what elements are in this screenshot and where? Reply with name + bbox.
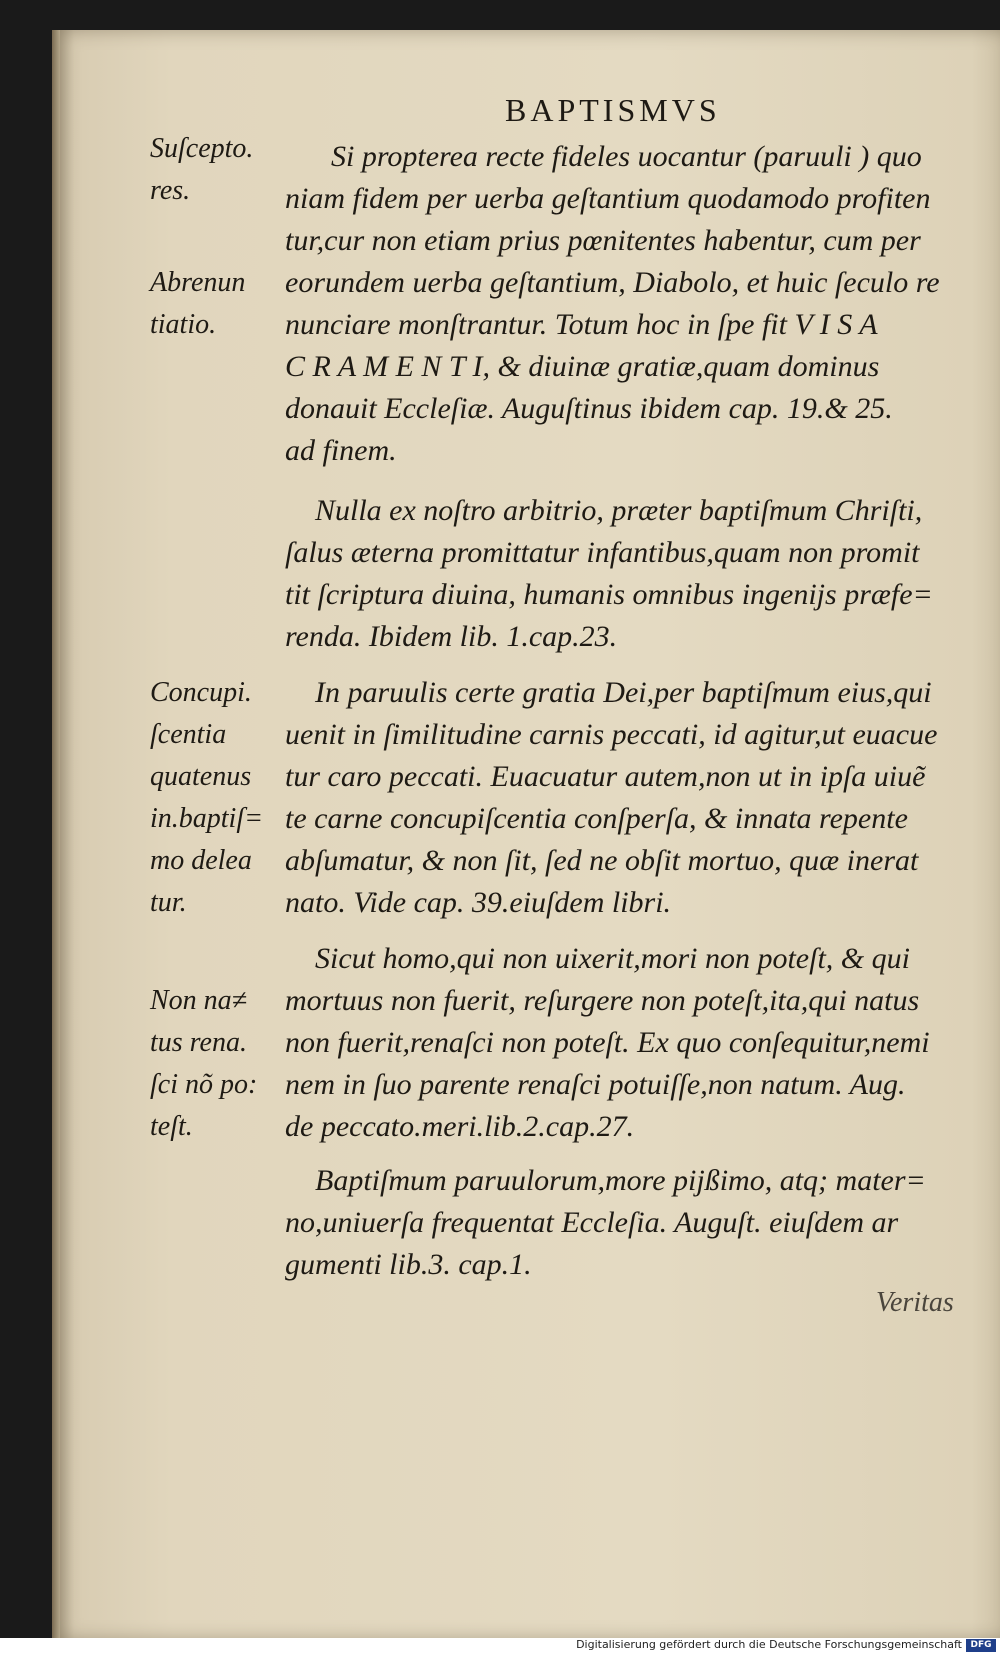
text-line: non fuerit,renaſci non poteſt. Ex quo conſequitur,nemi (285, 1026, 930, 1059)
margin-note-line: tur. (150, 887, 187, 918)
margin-note-line: res. (150, 175, 191, 206)
text-line: renda. Ibidem lib. 1.cap.23. (285, 620, 618, 653)
text-line: tit ſcriptura diuina, humanis omnibus ingenijs præfe= (285, 578, 933, 611)
text-line: eorundem uerba geſtantium, Diabolo, et huic ſeculo re (285, 266, 940, 299)
text-line: nem in ſuo parente renaſci potuiſſe,non natum. Aug. (285, 1068, 906, 1101)
text-line: ſalus æterna promittatur infantibus,quam non promit (285, 536, 920, 569)
margin-note-line: ſcentia (150, 719, 227, 750)
text-line: Nulla ex noſtro arbitrio, præter baptiſmum Chriſti, (315, 494, 923, 527)
text-line: nunciare monſtrantur. Totum hoc in ſpe fit V I S A (285, 308, 878, 341)
margin-note-line: teſt. (150, 1111, 193, 1142)
text-line: tur,cur non etiam prius pœnitentes habentur, cum per (285, 224, 921, 257)
text-line: tur caro peccati. Euacuatur autem,non ut in ipſa uiuẽ (285, 760, 926, 793)
margin-note-non-natus (150, 980, 280, 1148)
text-line: gumenti lib.3. cap.1. (285, 1248, 532, 1281)
text-line: te carne concupiſcentia conſperſa, & innata repente (285, 802, 908, 835)
margin-note-line: mo delea (150, 845, 252, 876)
margin-note-line: Concupi. (150, 677, 252, 708)
margin-note-line: Non na≠ (150, 985, 248, 1016)
text-line: Si propterea recte fideles uocantur (paruuli ) quo (331, 140, 922, 173)
margin-note-abrenuntiatio (150, 262, 280, 346)
footer-bar (0, 1638, 1000, 1654)
margin-note-line: tus rena. (150, 1027, 247, 1058)
margin-note-concupiscentia (150, 672, 280, 924)
text-line: Sicut homo,qui non uixerit,mori non poteſt, & qui (315, 942, 910, 975)
margin-note-line: Abrenun (150, 267, 246, 298)
dfg-logo-icon: DFG (966, 1639, 996, 1652)
paragraph-2 (285, 490, 985, 658)
margin-note-line: quatenus (150, 761, 252, 792)
paragraph-4 (285, 938, 985, 1148)
margin-note-susceptores (150, 128, 280, 212)
text-line: de peccato.meri.lib.2.cap.27. (285, 1110, 635, 1143)
text-line: no,uniuerſa frequentat Eccleſia. Auguſt. eiuſdem ar (285, 1206, 899, 1239)
funding-credit: Digitalisierung gefördert durch die Deutsche Forschungsgemeinschaft (576, 1638, 962, 1651)
margin-note-line: in.baptiſ= (150, 803, 264, 834)
catchword: Veritas (876, 1287, 954, 1318)
margin-note-line: Suſcepto. (150, 133, 254, 164)
text-line: donauit Eccleſiæ. Auguſtinus ibidem cap. 19.& 25. (285, 392, 893, 425)
margin-note-line: tiatio. (150, 309, 217, 340)
text-line: In paruulis certe gratia Dei,per baptiſmum eius,qui (315, 676, 932, 709)
text-line: Baptiſmum paruulorum,more pijßimo, atq; mater= (315, 1164, 926, 1197)
text-line: mortuus non fuerit, reſurgere non poteſt,ita,qui natus (285, 984, 920, 1017)
paragraph-1 (285, 136, 985, 472)
text-line: nato. Vide cap. 39.eiuſdem libri. (285, 886, 672, 919)
text-line: ad finem. (285, 434, 397, 467)
page-gutter-edge (52, 30, 60, 1640)
text-line: niam fidem per uerba geſtantium quodamodo profiten (285, 182, 931, 215)
paragraph-5 (285, 1160, 985, 1286)
running-head: BAPTISMVS (505, 92, 721, 128)
text-line: uenit in ſimilitudine carnis peccati, id agitur,ut euacue (285, 718, 938, 751)
paragraph-3 (285, 672, 985, 924)
margin-note-line: ſci nõ po: (150, 1069, 258, 1100)
text-line: abſumatur, & non ſit, ſed ne obſit mortuo, quæ inerat (285, 844, 919, 877)
text-line: C R A M E N T I, & diuinæ gratiæ,quam dominus (285, 350, 880, 383)
